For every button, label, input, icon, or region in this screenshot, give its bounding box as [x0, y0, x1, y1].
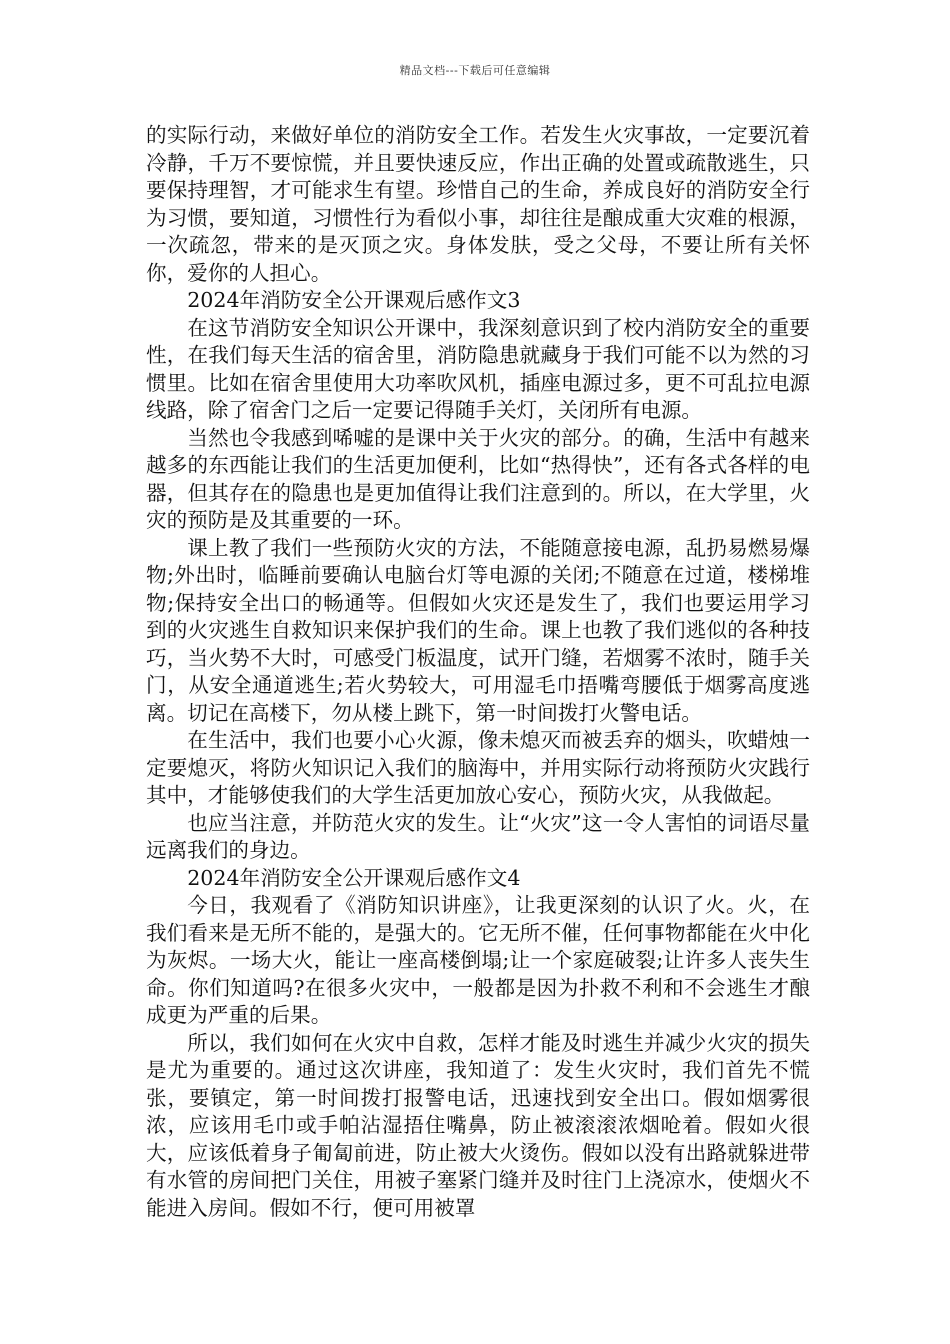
paragraph: 的实际行动，来做好单位的消防安全工作。若发生火灾事故，一定要沉着冷静，千万不要惊慌，并且要快速反应，作出正确的处置或疏散逃生，只要保持理智，才可能求生有望。珍惜自己的生命，养成良好的消防安全行为习惯，要知道，习惯性行为看似小事，却往往是酿成重大灾难的根源，一次疏忽，带来的是灭顶之灾。身体发肤，受之父母，不要让所有关怀你，爱你的人担心。 [146, 123, 810, 285]
document-body [146, 122, 810, 1222]
paragraph: 在这节消防安全知识公开课中，我深刻意识到了校内消防安全的重要性，在我们每天生活的宿舍里，消防隐患就藏身于我们可能不以为然的习惯里。比如在宿舍里使用大功率吹风机，插座电源过多，更不可乱拉电源线路，除了宿舍门之后一定要记得随手关灯，关闭所有电源。 [146, 315, 810, 422]
paragraph: 课上教了我们一些预防火灾的方法，不能随意接电源，乱扔易燃易爆物;外出时，临睡前要确认电脑台灯等电源的关闭;不随意在过道，楼梯堆物;保持安全出口的畅通等。但假如火灾还是发生了，我们也要运用学习到的火灾逃生自救知识来保护我们的生命。课上也教了我们逃似的各种技巧，当火势不大时，可感受门板温度，试开门缝，若烟雾不浓时，随手关门，从安全通道逃生;若火势较大，可用湿毛巾捂嘴弯腰低于烟雾高度逃离。切记在高楼下，勿从楼上跳下，第一时间拨打火警电话。 [146, 535, 810, 725]
paragraph: 当然也令我感到唏嘘的是课中关于火灾的部分。的确，生活中有越来越多的东西能让我们的生活更加便利，比如“热得快”，还有各式各样的电器，但其存在的隐患也是更加值得让我们注意到的。所以，在大学里，火灾的预防是及其重要的一环。 [146, 425, 810, 532]
section-heading: 2024年消防安全公开课观后感作文3 [187, 288, 521, 312]
paragraph: 今日，我观看了《消防知识讲座》，让我更深刻的认识了火。火，在我们看来是无所不能的，是强大的。它无所不催，任何事物都能在火中化为灰烬。一场大火，能让一座高楼倒塌;让一个家庭破裂;让许多人丧失生命。你们知道吗?在很多火灾中，一般都是因为扑救不利和不会逃生才酿成更为严重的后果。 [146, 893, 810, 1027]
paragraph: 在生活中，我们也要小心火源，像未熄灭而被丢弃的烟头，吹蜡烛一定要熄灭，将防火知识记入我们的脑海中，并用实际行动将预防火灾践行其中，才能够使我们的大学生活更加放心安心，预防火灾，从我做起。 [146, 728, 810, 807]
section-heading: 2024年消防安全公开课观后感作文4 [187, 865, 521, 890]
paragraph: 所以，我们如何在火灾中自救，怎样才能及时逃生并减少火灾的损失是尤为重要的。通过这次讲座，我知道了：发生火灾时，我们首先不慌张，要镇定，第一时间拨打报警电话，迅速找到安全出口。假如烟雾很浓，应该用毛巾或手帕沾湿捂住嘴鼻，防止被滚滚浓烟呛着。假如火很大，应该低着身子匍匐前进，防止被大火烫伤。假如以没有出路就躲进带有水管的房间把门关住，用被子塞紧门缝并及时往门上浇凉水，使烟火不能进入房间。假如不行，便可用被罩 [146, 1030, 810, 1220]
paragraph: 也应当注意，并防范火灾的发生。让“火灾”这一令人害怕的词语尽量远离我们的身边。 [146, 810, 810, 862]
page-header: 精品文档---下载后可任意编辑 [399, 64, 551, 77]
